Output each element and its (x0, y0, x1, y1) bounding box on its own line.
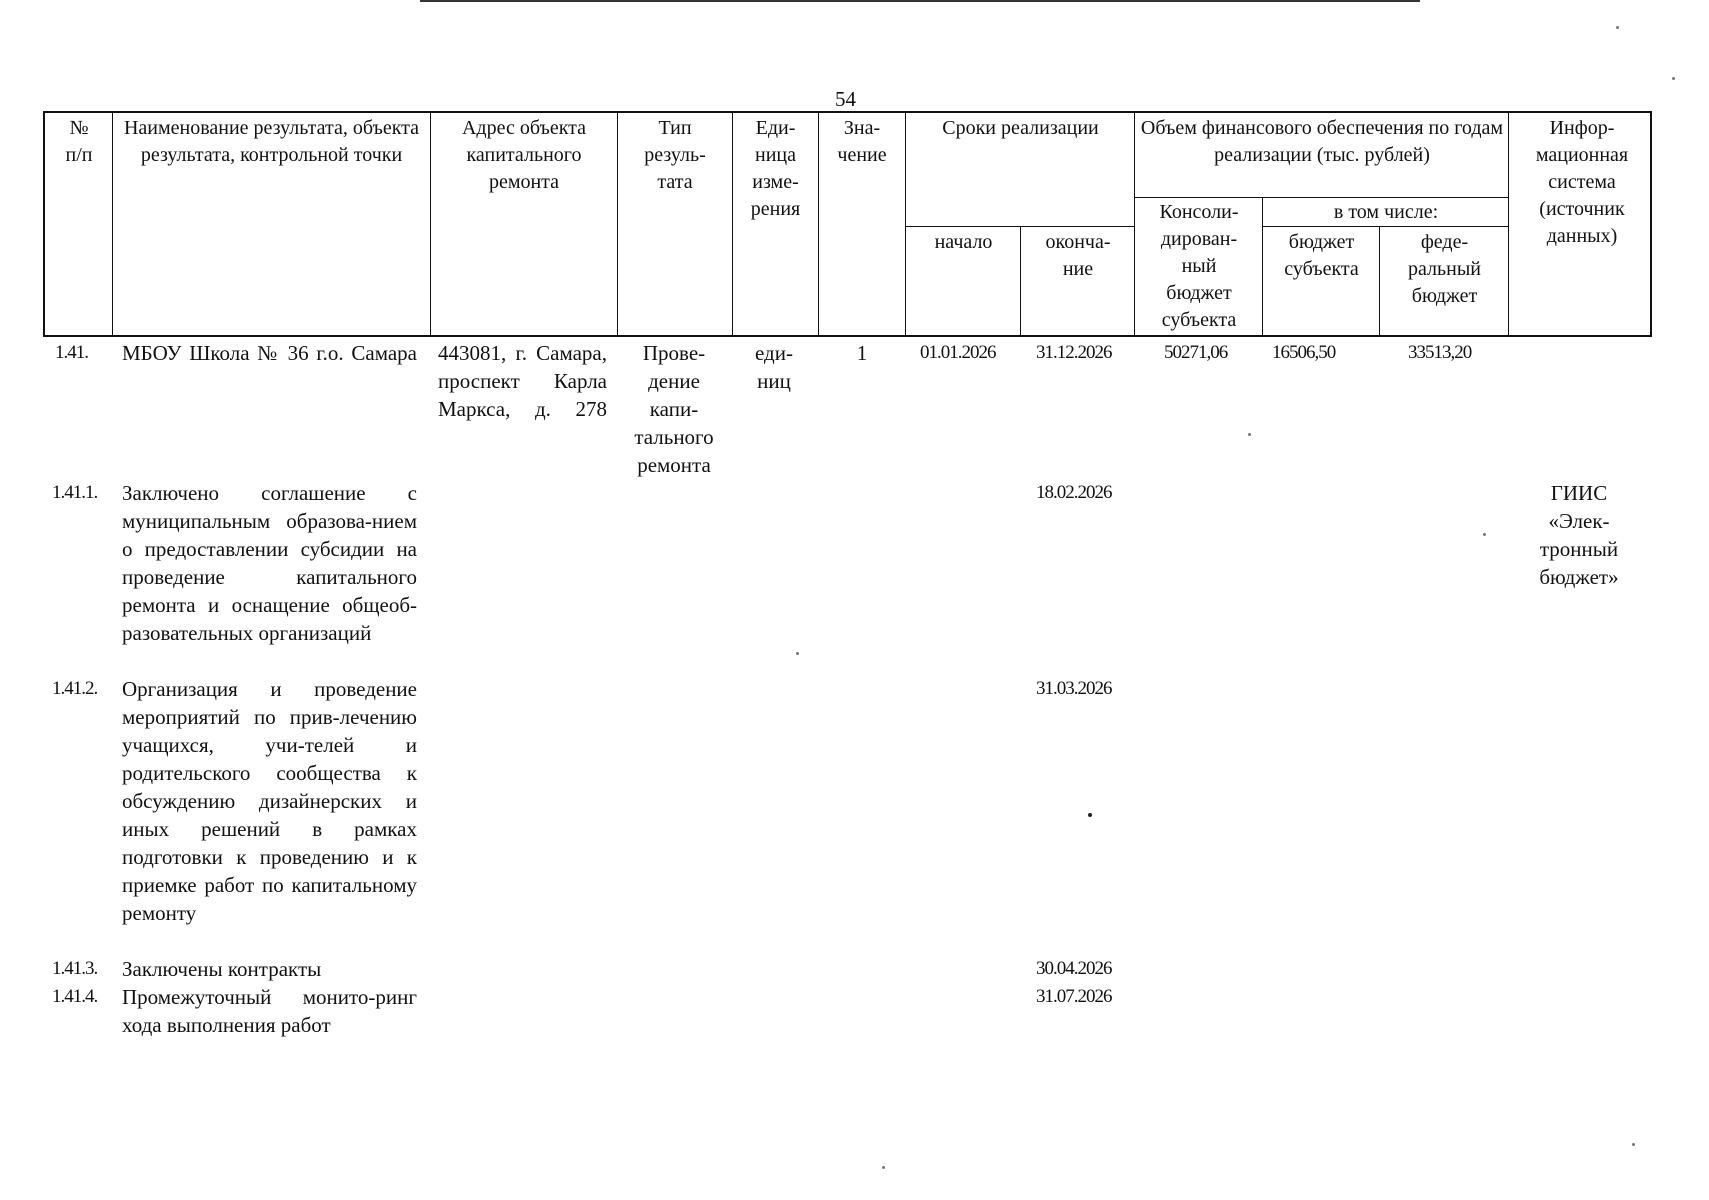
header-type: Тип резуль-тата (644, 117, 706, 193)
scan-top-edge (420, 0, 1420, 2)
row-end: 31.12.2026 (1036, 342, 1112, 363)
row-num: 1.41.2. (52, 678, 98, 699)
row-federal: 33513,20 (1408, 342, 1472, 363)
row-value: 1 (856, 341, 868, 365)
row-consolidated: 50271,06 (1164, 342, 1228, 363)
row-name: Организация и проведение мероприятий по прив-лечению учащихся, учи-телей и родительского сообщества к обсуждению дизайнерских и иных решений в рамках подготовки к проведению и к приемке работ по капитальному ремонту (122, 677, 417, 925)
row-start: 01.01.2026 (920, 342, 996, 363)
header-name: Наименование результата, объекта результата, контрольной точки (123, 117, 420, 166)
table-header (43, 111, 1652, 337)
scan-speckle (1248, 433, 1251, 436)
header-consolidated: Консоли-дирован-ный бюджет субъекта (1159, 201, 1239, 331)
header-value: Зна-чение (837, 117, 887, 166)
scan-speckle (1616, 26, 1619, 29)
row-end: 31.03.2026 (1036, 678, 1112, 699)
header-finance: Объем финансового обеспечения по годам реализации (тыс. рублей) (1140, 117, 1504, 166)
scan-speckle (882, 1166, 885, 1169)
header-including: в том числе: (1333, 201, 1439, 223)
row-name: МБОУ Школа № 36 г.о. Самара (122, 341, 417, 365)
scan-speckle (1483, 533, 1486, 536)
scan-speckle (796, 652, 799, 655)
row-info: ГИИС «Элек-тронный бюджет» (1539, 481, 1619, 589)
row-end: 30.04.2026 (1036, 958, 1112, 979)
row-name: Заключено соглашение с муниципальным образова-нием о предоставлении субсидии на проведение капитального ремонта и оснащение общеоб-разовательных организаций (122, 481, 417, 645)
row-end: 31.07.2026 (1036, 986, 1112, 1007)
scan-speckle (1632, 1143, 1635, 1146)
scan-speckle (1672, 77, 1675, 80)
row-num: 1.41.3. (52, 958, 98, 979)
row-end: 18.02.2026 (1036, 482, 1112, 503)
row-name: Промежуточный монито-ринг хода выполнения работ (122, 985, 417, 1037)
row-subject: 16506,50 (1272, 342, 1336, 363)
header-terms: Сроки реализации (942, 117, 1099, 139)
row-num: 1.41.4. (52, 986, 98, 1007)
row-num: 1.41. (55, 342, 88, 363)
scan-speckle (1088, 813, 1092, 817)
header-terms-end: оконча-ние (1045, 231, 1111, 280)
header-unit: Еди-ница изме-рения (750, 117, 801, 220)
header-info-system: Инфор-мационная система (источник данных) (1535, 117, 1629, 247)
row-num: 1.41.1. (52, 482, 98, 503)
header-address: Адрес объекта капитального ремонта (461, 117, 587, 193)
row-unit: еди-ниц (755, 341, 793, 393)
row-name: Заключены контракты (122, 957, 322, 981)
header-num: № п/п (65, 117, 93, 166)
row-type: Прове-дение капи-тального ремонта (634, 341, 714, 477)
header-subject-budget: бюджет субъекта (1284, 231, 1359, 280)
header-terms-start: начало (934, 231, 993, 253)
row-address: 443081, г. Самара, проспект Карла Маркса, д. 278 (438, 341, 607, 421)
header-federal-budget: феде-ральный бюджет (1408, 231, 1481, 307)
page-number: 54 (835, 87, 856, 111)
